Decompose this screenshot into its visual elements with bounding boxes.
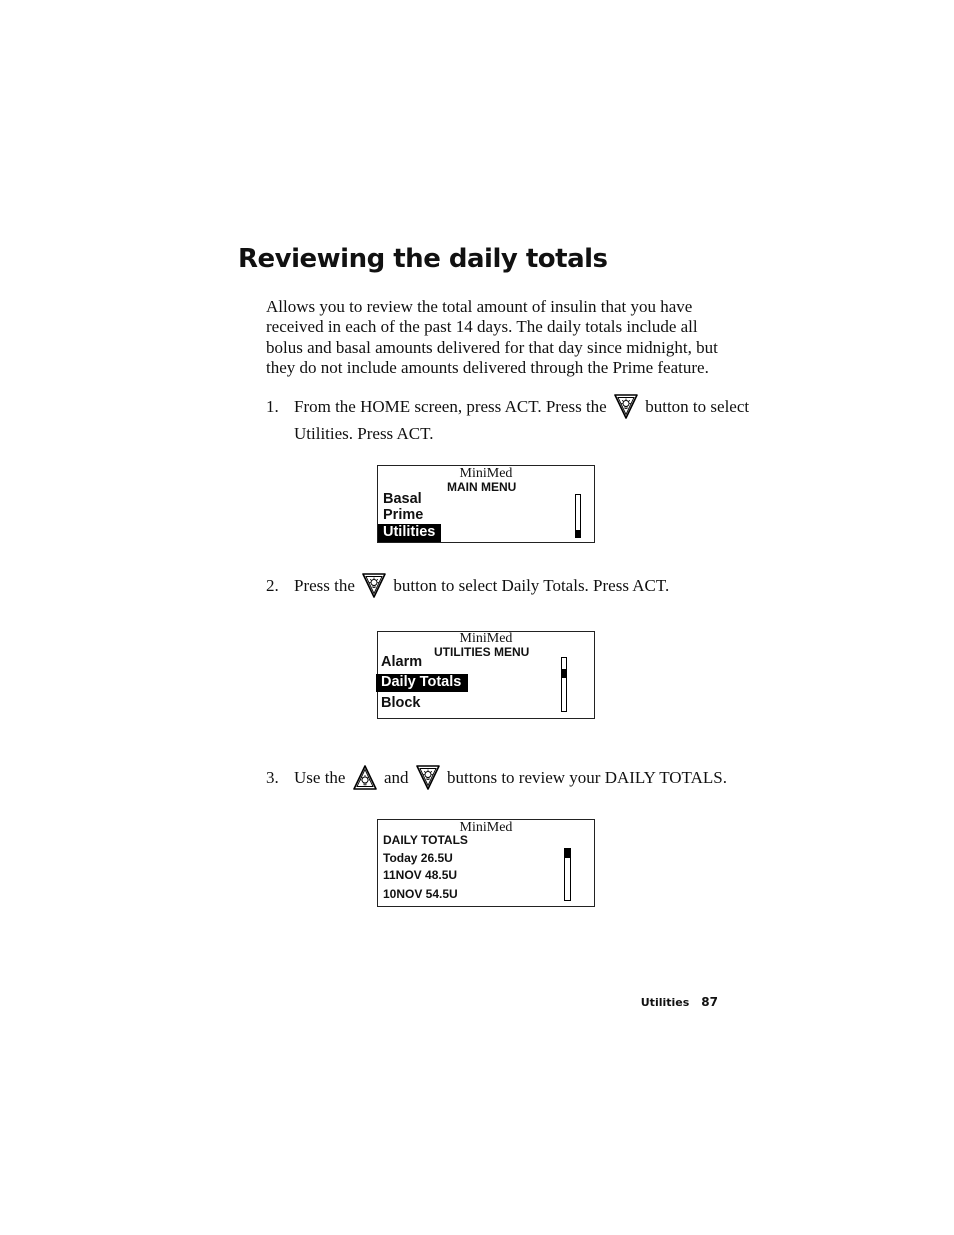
down-arrow-button-icon xyxy=(613,393,639,420)
menu-item-utilities-selected[interactable]: Utilities xyxy=(378,524,441,542)
step-number: 3. xyxy=(266,768,279,787)
menu-item-alarm[interactable]: Alarm xyxy=(381,654,423,670)
utilities-menu-screen xyxy=(377,631,595,719)
screen-brand: MiniMed xyxy=(459,631,513,646)
screen-title: DAILY TOTALS xyxy=(383,833,468,847)
menu-item-block[interactable]: Block xyxy=(381,695,421,711)
page-footer xyxy=(641,995,718,1009)
page-title: Reviewing the daily totals xyxy=(238,244,608,274)
down-arrow-button-icon xyxy=(415,764,441,791)
up-arrow-button-icon xyxy=(352,764,378,791)
screen-title: MAIN MENU xyxy=(447,480,517,494)
page-number: 87 xyxy=(701,995,718,1009)
daily-total-row: 10NOV 54.5U xyxy=(383,887,458,901)
screen-brand: MiniMed xyxy=(459,466,513,481)
daily-total-row: 11NOV 48.5U xyxy=(383,868,458,882)
step-text: Press the button to select Daily Totals. Press ACT. xyxy=(294,572,754,599)
scrollbar xyxy=(575,494,581,538)
step-text: Use the and buttons to review your DAILY TOTALS. xyxy=(294,764,754,791)
scroll-thumb xyxy=(576,530,580,537)
menu-item-daily-totals-selected[interactable]: Daily Totals xyxy=(376,674,468,692)
intro-paragraph: Allows you to review the total amount of insulin that you have received in each of the past 14 days. The daily totals include all bolus and basal amounts delivered for that day since midnight, but they do not include amounts delivered through the Prime feature. xyxy=(266,297,718,377)
menu-item-prime[interactable]: Prime xyxy=(383,507,424,523)
step-text: From the HOME screen, press ACT. Press the button to select Utilities. Press ACT. xyxy=(294,393,754,447)
main-menu-screen xyxy=(377,465,595,543)
scrollbar xyxy=(561,657,567,712)
menu-item-basal[interactable]: Basal xyxy=(383,491,422,507)
scrollbar xyxy=(564,848,571,901)
screen-brand: MiniMed xyxy=(459,820,513,835)
footer-section: Utilities xyxy=(640,996,690,1009)
screen-title: UTILITIES MENU xyxy=(434,645,530,659)
step-number: 2. xyxy=(266,576,279,595)
scroll-thumb xyxy=(565,849,570,858)
daily-totals-screen xyxy=(377,819,595,907)
step-number: 1. xyxy=(266,397,279,416)
scroll-thumb xyxy=(562,669,566,678)
down-arrow-button-icon xyxy=(361,572,387,599)
daily-total-row: Today 26.5U xyxy=(383,851,453,865)
